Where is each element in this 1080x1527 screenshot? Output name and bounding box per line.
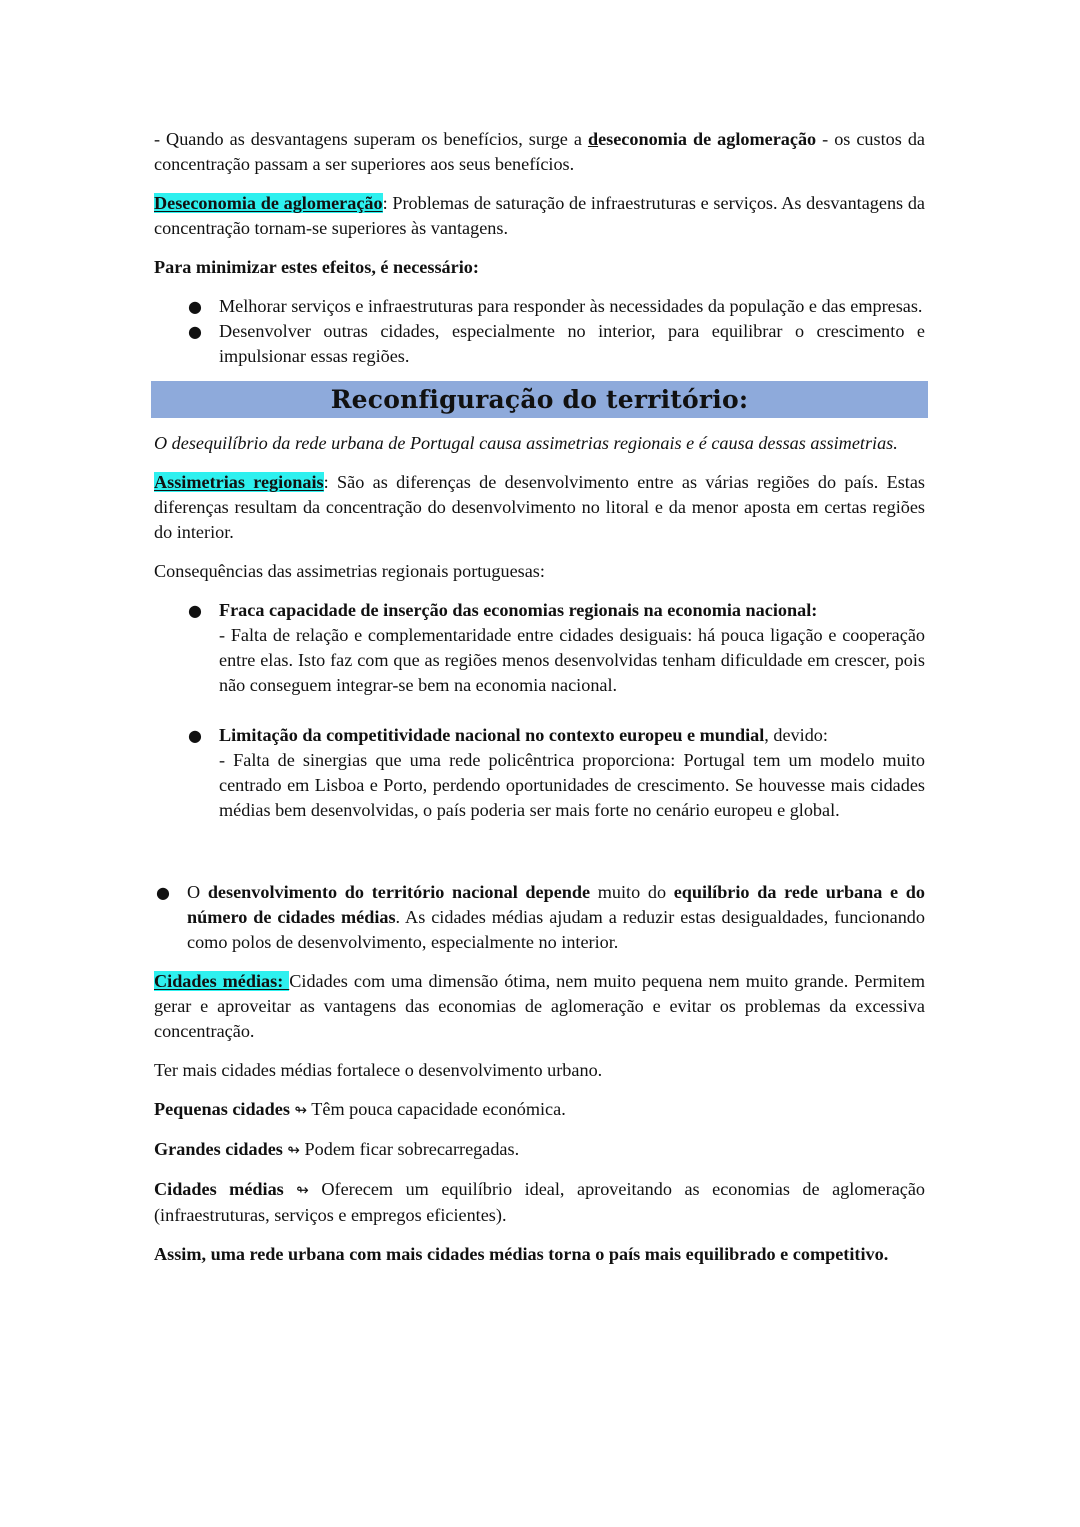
list-item-text: - Falta de relação e complementaridade entre cidades desiguais: há pouca ligação e cooperação entre elas. Isto faz com que as regiões menos desenvolvidas tenham dificuldade em crescer, pois não conseguem integrar-se bem na economia nacional. <box>219 625 925 695</box>
text-span: O <box>187 882 208 902</box>
bold-term: desenvolvimento do território nacional depende <box>207 882 591 902</box>
bullet-icon: ● <box>188 322 202 341</box>
paragraph-diseconomy-intro <box>154 127 925 177</box>
list-item-heading-tail: , devido: <box>764 725 828 745</box>
conclusion: Assim, uma rede urbana com mais cidades médias torna o país mais equilibrado e competitivo. <box>154 1244 889 1264</box>
definition-text: : Problemas de saturação de infraestruturas e serviços. As desvantagens da concentração tornam-se superiores às vantagens. <box>154 193 925 238</box>
text-span: - Quando as desvantagens superam os benefícios, surge a <box>154 129 588 149</box>
definition-deseconomia <box>154 191 925 241</box>
definition-cidades-medias <box>154 969 925 1044</box>
bullet-icon: ● <box>188 601 202 620</box>
highlighted-term: Deseconomia de aglomeração <box>154 193 383 213</box>
city-type-text: Oferecem um equilíbrio ideal, aproveitando as economias de aglomeração (infraestruturas, serviços e empregos eficientes). <box>154 1179 926 1225</box>
text-span: - os custos da concentração passam a ser superiores aos seus benefícios. <box>154 129 925 174</box>
development-list <box>154 880 925 955</box>
highlighted-term: Cidades médias: <box>154 971 290 991</box>
curly-arrow-icon: ↬ <box>294 1101 308 1119</box>
list-item <box>188 294 925 319</box>
highlighted-term: Assimetrias regionais <box>154 472 324 492</box>
minimize-list <box>154 294 925 369</box>
city-type-text: Têm pouca capacidade económica. <box>307 1099 566 1119</box>
city-type-label: Cidades médias <box>154 1179 284 1199</box>
text-span: . As cidades médias ajudam a reduzir estas desigualdades, funcionando como polos de desenvolvimento, especialmente no interior. <box>187 907 925 952</box>
section-title: Reconfiguração do território: <box>151 381 928 418</box>
definition-text: : São as diferenças de desenvolvimento entre as várias regiões do país. Estas diferenças resultam da concentração do desenvolvimento no litoral e da menor aposta em certas regiões do interior. <box>154 472 925 542</box>
list-item <box>188 723 925 823</box>
city-type-text: Podem ficar sobrecarregadas. <box>299 1139 520 1159</box>
list-item-text: - Falta de sinergias que uma rede policêntrica proporciona: Portugal tem um modelo muito centrado em Lisboa e Porto, perdendo oportunidades de crescimento. Se houvesse mais cidades médias bem desenvolvidas, o país poderia ser mais forte no cenário europeu e global. <box>219 750 925 820</box>
city-type-label: Pequenas cidades <box>154 1099 290 1119</box>
city-type-large <box>154 1137 925 1163</box>
city-type-label: Grandes cidades <box>154 1139 283 1159</box>
city-type-medium <box>154 1177 925 1228</box>
bullet-icon: ● <box>156 883 170 902</box>
curly-arrow-icon: ↬ <box>287 1141 300 1159</box>
consequences-list <box>154 598 925 823</box>
definition-text: Cidades com uma dimensão ótima, nem muito pequena nem muito grande. Permitem gerar e aproveitar as vantagens das economias de aglomeração e evitar os problemas da excessiva concentração. <box>154 971 925 1041</box>
consequences-heading: Consequências das assimetrias regionais portuguesas: <box>154 561 545 581</box>
bold-term: eseconomia de aglomeração <box>598 129 817 149</box>
list-item-text: Melhorar serviços e infraestruturas para responder às necessidades da população e das empresas. <box>219 296 923 316</box>
definition-assimetrias <box>154 470 925 545</box>
document-page <box>154 127 925 1267</box>
curly-arrow-icon: ↬ <box>296 1181 309 1199</box>
list-item-heading: Fraca capacidade de inserção das economias regionais na economia nacional: <box>219 600 818 620</box>
intro-italic: O desequilíbrio da rede urbana de Portugal causa assimetrias regionais e é causa dessas assimetrias. <box>154 433 898 453</box>
list-item <box>156 880 925 955</box>
city-type-small <box>154 1097 925 1123</box>
list-item <box>188 598 925 698</box>
list-item-text: Desenvolver outras cidades, especialmente no interior, para equilibrar o crescimento e impulsionar essas regiões. <box>219 321 925 366</box>
list-item <box>188 319 925 369</box>
underlined-letter: d <box>587 129 599 149</box>
list-item-heading: Limitação da competitividade nacional no contexto europeu e mundial <box>219 725 765 745</box>
more-cities-paragraph: Ter mais cidades médias fortalece o desenvolvimento urbano. <box>154 1060 603 1080</box>
text-span: muito do <box>590 882 674 902</box>
minimize-heading: Para minimizar estes efeitos, é necessário: <box>154 257 479 277</box>
bullet-icon: ● <box>188 726 202 745</box>
bullet-icon: ● <box>188 297 202 316</box>
bold-term: equilíbrio da rede urbana e do número de cidades médias <box>187 882 925 927</box>
